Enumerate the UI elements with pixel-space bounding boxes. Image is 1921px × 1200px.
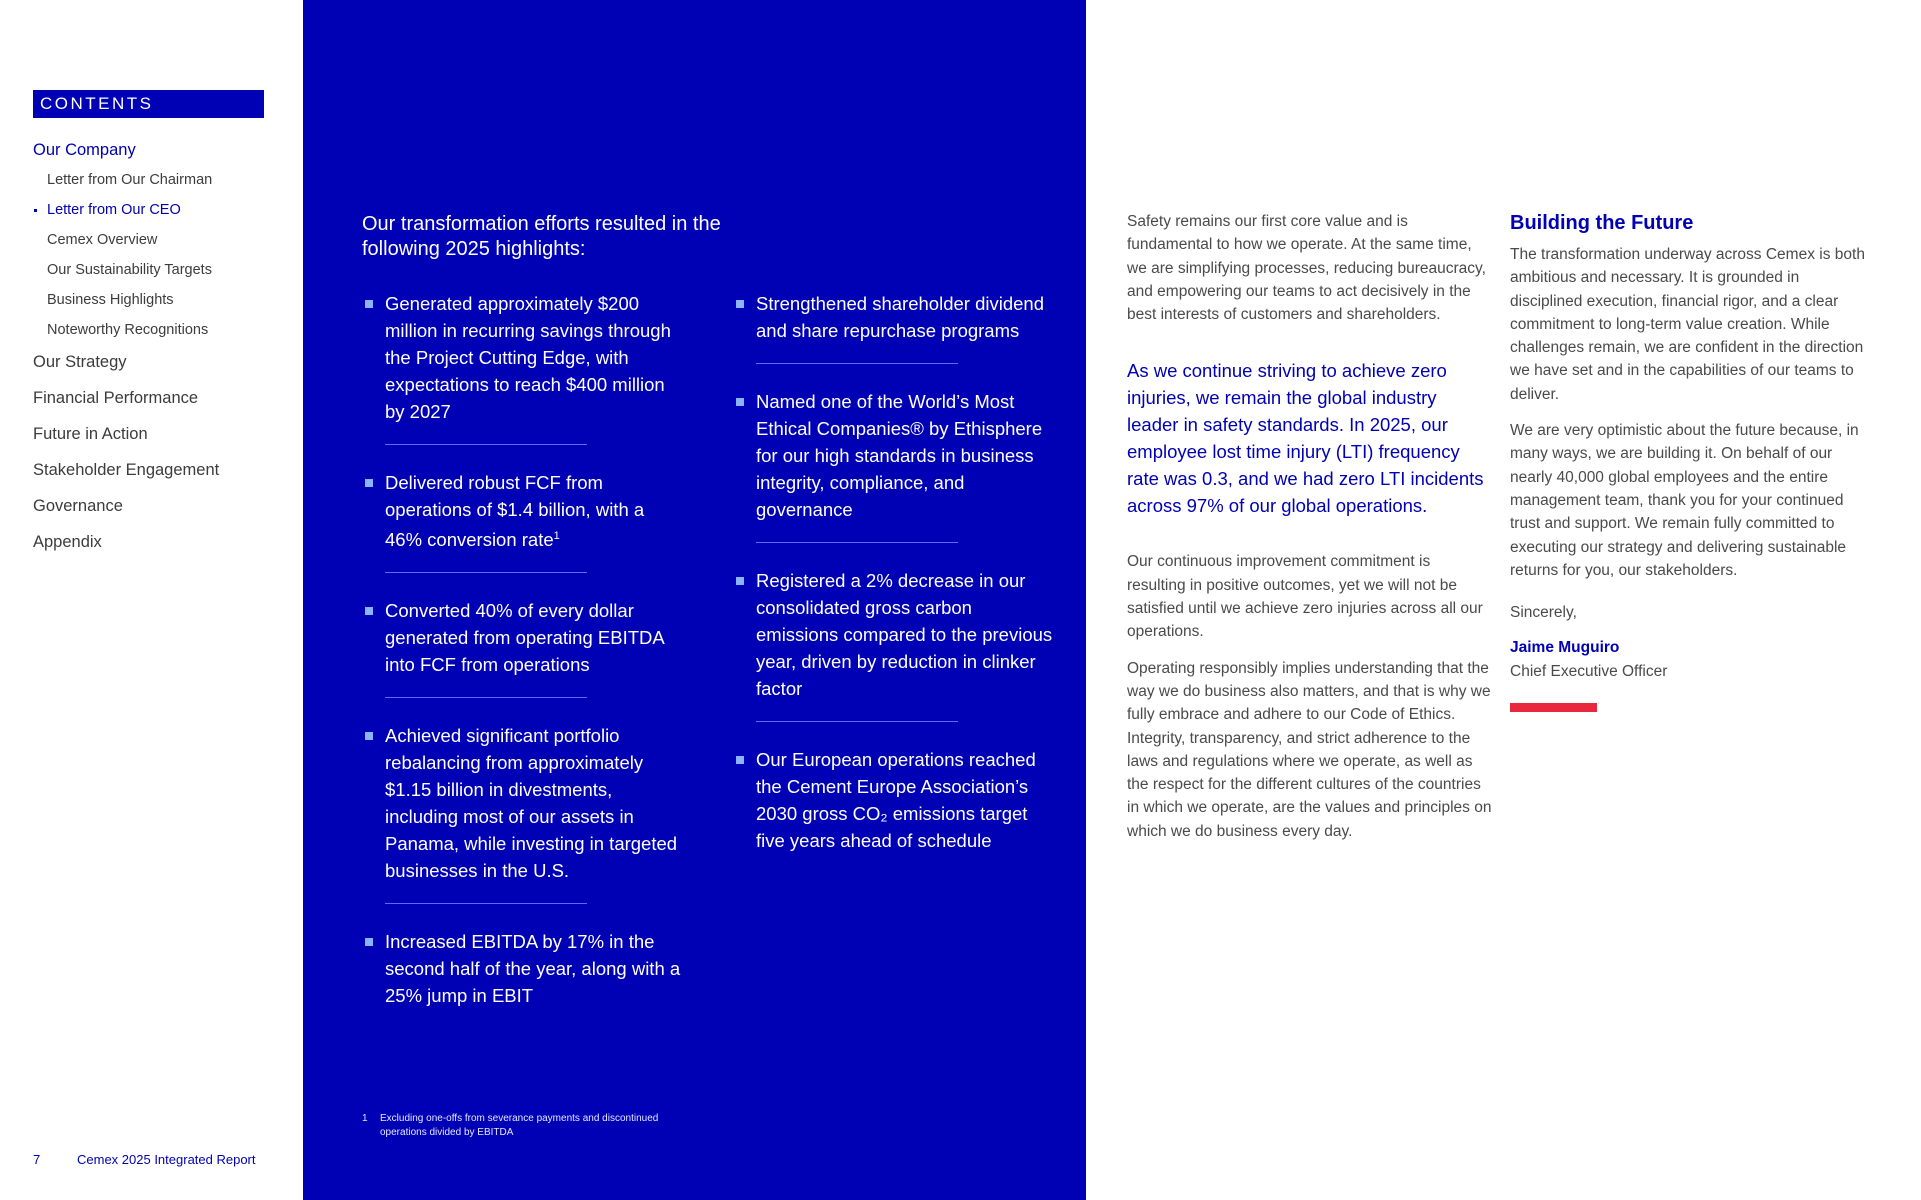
nav-letter-from-chairman[interactable]: Letter from Our Chairman xyxy=(47,172,213,188)
pull-quote: As we continue striving to achieve zero injuries, we remain the global industry leader in safety standards. In 2025, our employee lost time injury (LTI) frequency rate was 0.3, and we had zero LTI incidents across 97% of our global operations. xyxy=(1127,360,1484,517)
divider xyxy=(756,721,958,722)
paragraph: Our continuous improvement commitment is resulting in positive outcomes, yet we will not be satisfied until we achieve zero injuries across all our operations. xyxy=(1127,553,1483,641)
highlights-left-column xyxy=(362,290,682,1009)
highlight-item: Strengthened shareholder dividend and share repurchase programs xyxy=(733,290,1053,344)
divider xyxy=(385,903,587,904)
signatory-title: Chief Executive Officer xyxy=(1510,662,1668,680)
highlight-item: Our European operations reached the Cement Europe Association’s 2030 gross CO₂ emissions target five years ahead of schedule xyxy=(733,746,1053,854)
nav-future-in-action[interactable]: Future in Action xyxy=(33,425,148,443)
paragraph: Operating responsibly implies understanding that the way we do business also matters, and that is why we fully embrace and adhere to our Code of Ethics. Integrity, transparency, and strict adherence to the laws and regulations where we operate, as well as the respect for the different cultures of the countries in which we operate, are the values and principles on which we do business every day. xyxy=(1127,659,1492,840)
accent-bar xyxy=(1510,703,1597,712)
nav-letter-from-ceo[interactable]: Letter from Our CEO xyxy=(33,198,293,228)
highlight-item: Increased EBITDA by 17% in the second half of the year, along with a 25% jump in EBIT xyxy=(362,928,682,1009)
divider xyxy=(756,542,958,543)
closing: Sincerely, xyxy=(1510,604,1577,622)
section-title: Building the Future xyxy=(1510,212,1694,234)
nav-business-highlights[interactable]: Business Highlights xyxy=(47,292,174,308)
divider xyxy=(385,697,587,698)
highlight-item: Generated approximately $200 million in recurring savings through the Project Cutting Edge, with expectations to reach $400 million by 2027 xyxy=(362,290,682,425)
table-of-contents xyxy=(33,138,293,566)
letter-column-1 xyxy=(1127,210,1492,856)
highlights-intro: Our transformation efforts resulted in the following 2025 highlights: xyxy=(362,213,721,260)
highlight-item: Achieved significant portfolio rebalancing from approximately $1.15 billion in divestments, including most of our assets in Panama, while investing in targeted businesses in the U.S. xyxy=(362,722,682,884)
divider xyxy=(385,572,587,573)
paragraph: Safety remains our first core value and is fundamental to how we operate. At the same time, we are simplifying processes, reducing bureaucracy, and empowering our teams to act decisively in the best interests of customers and shareholders. xyxy=(1127,213,1486,324)
sidebar xyxy=(0,0,303,1200)
highlight-item: Registered a 2% decrease in our consolidated gross carbon emissions compared to the previous year, driven by reduction in clinker factor xyxy=(733,567,1053,702)
nav-appendix[interactable]: Appendix xyxy=(33,533,102,551)
footnote-text: Excluding one-offs from severance payments and discontinued operations divided by EBITDA xyxy=(380,1113,659,1138)
nav-financial-performance[interactable]: Financial Performance xyxy=(33,389,199,407)
report-title: Cemex 2025 Integrated Report xyxy=(77,1152,256,1167)
paragraph: We are very optimistic about the future because, in many ways, we are building it. On behalf of our nearly 40,000 global employees and the entire management team, thank you for your continued trust and support. We remain fully committed to executing our strategy and delivering sustainable returns for you, our stakeholders. xyxy=(1510,422,1859,579)
letter-column-2 xyxy=(1510,210,1875,712)
divider xyxy=(756,363,958,364)
footnote xyxy=(362,1112,702,1140)
footnote-number: 1 xyxy=(362,1113,368,1124)
highlight-text: Delivered robust FCF from operations of $1.4 billion, with a 46% conversion rate xyxy=(385,472,645,551)
signatory-name: Jaime Muguiro xyxy=(1510,639,1620,657)
highlight-item xyxy=(362,469,682,553)
highlight-item: Converted 40% of every dollar generated from operating EBITDA into FCF from operations xyxy=(362,597,682,678)
contents-header: CONTENTS xyxy=(33,90,264,118)
nav-cemex-overview[interactable]: Cemex Overview xyxy=(47,232,158,248)
highlights-panel xyxy=(303,0,1086,1200)
paragraph: The transformation underway across Cemex is both ambitious and necessary. It is grounded in disciplined execution, financial rigor, and a clear commitment to long-term value creation. While challenges remain, we are confident in the direction we have set and in the capabilities of our teams to deliver. xyxy=(1510,246,1865,403)
footnote-marker: 1 xyxy=(553,530,560,542)
highlights-right-column xyxy=(733,290,1053,854)
nav-our-strategy[interactable]: Our Strategy xyxy=(33,353,127,371)
page-number: 7 xyxy=(33,1152,41,1167)
page-footer xyxy=(33,1152,256,1167)
nav-governance[interactable]: Governance xyxy=(33,497,123,515)
nav-stakeholder-engagement[interactable]: Stakeholder Engagement xyxy=(33,461,220,479)
divider xyxy=(385,444,587,445)
nav-our-company[interactable]: Our Company xyxy=(33,141,136,159)
nav-noteworthy-recognitions[interactable]: Noteworthy Recognitions xyxy=(47,322,209,338)
nav-sustainability-targets[interactable]: Our Sustainability Targets xyxy=(47,262,212,278)
highlight-item: Named one of the World’s Most Ethical Companies® by Ethisphere for our high standards in business integrity, compliance, and governance xyxy=(733,388,1053,523)
